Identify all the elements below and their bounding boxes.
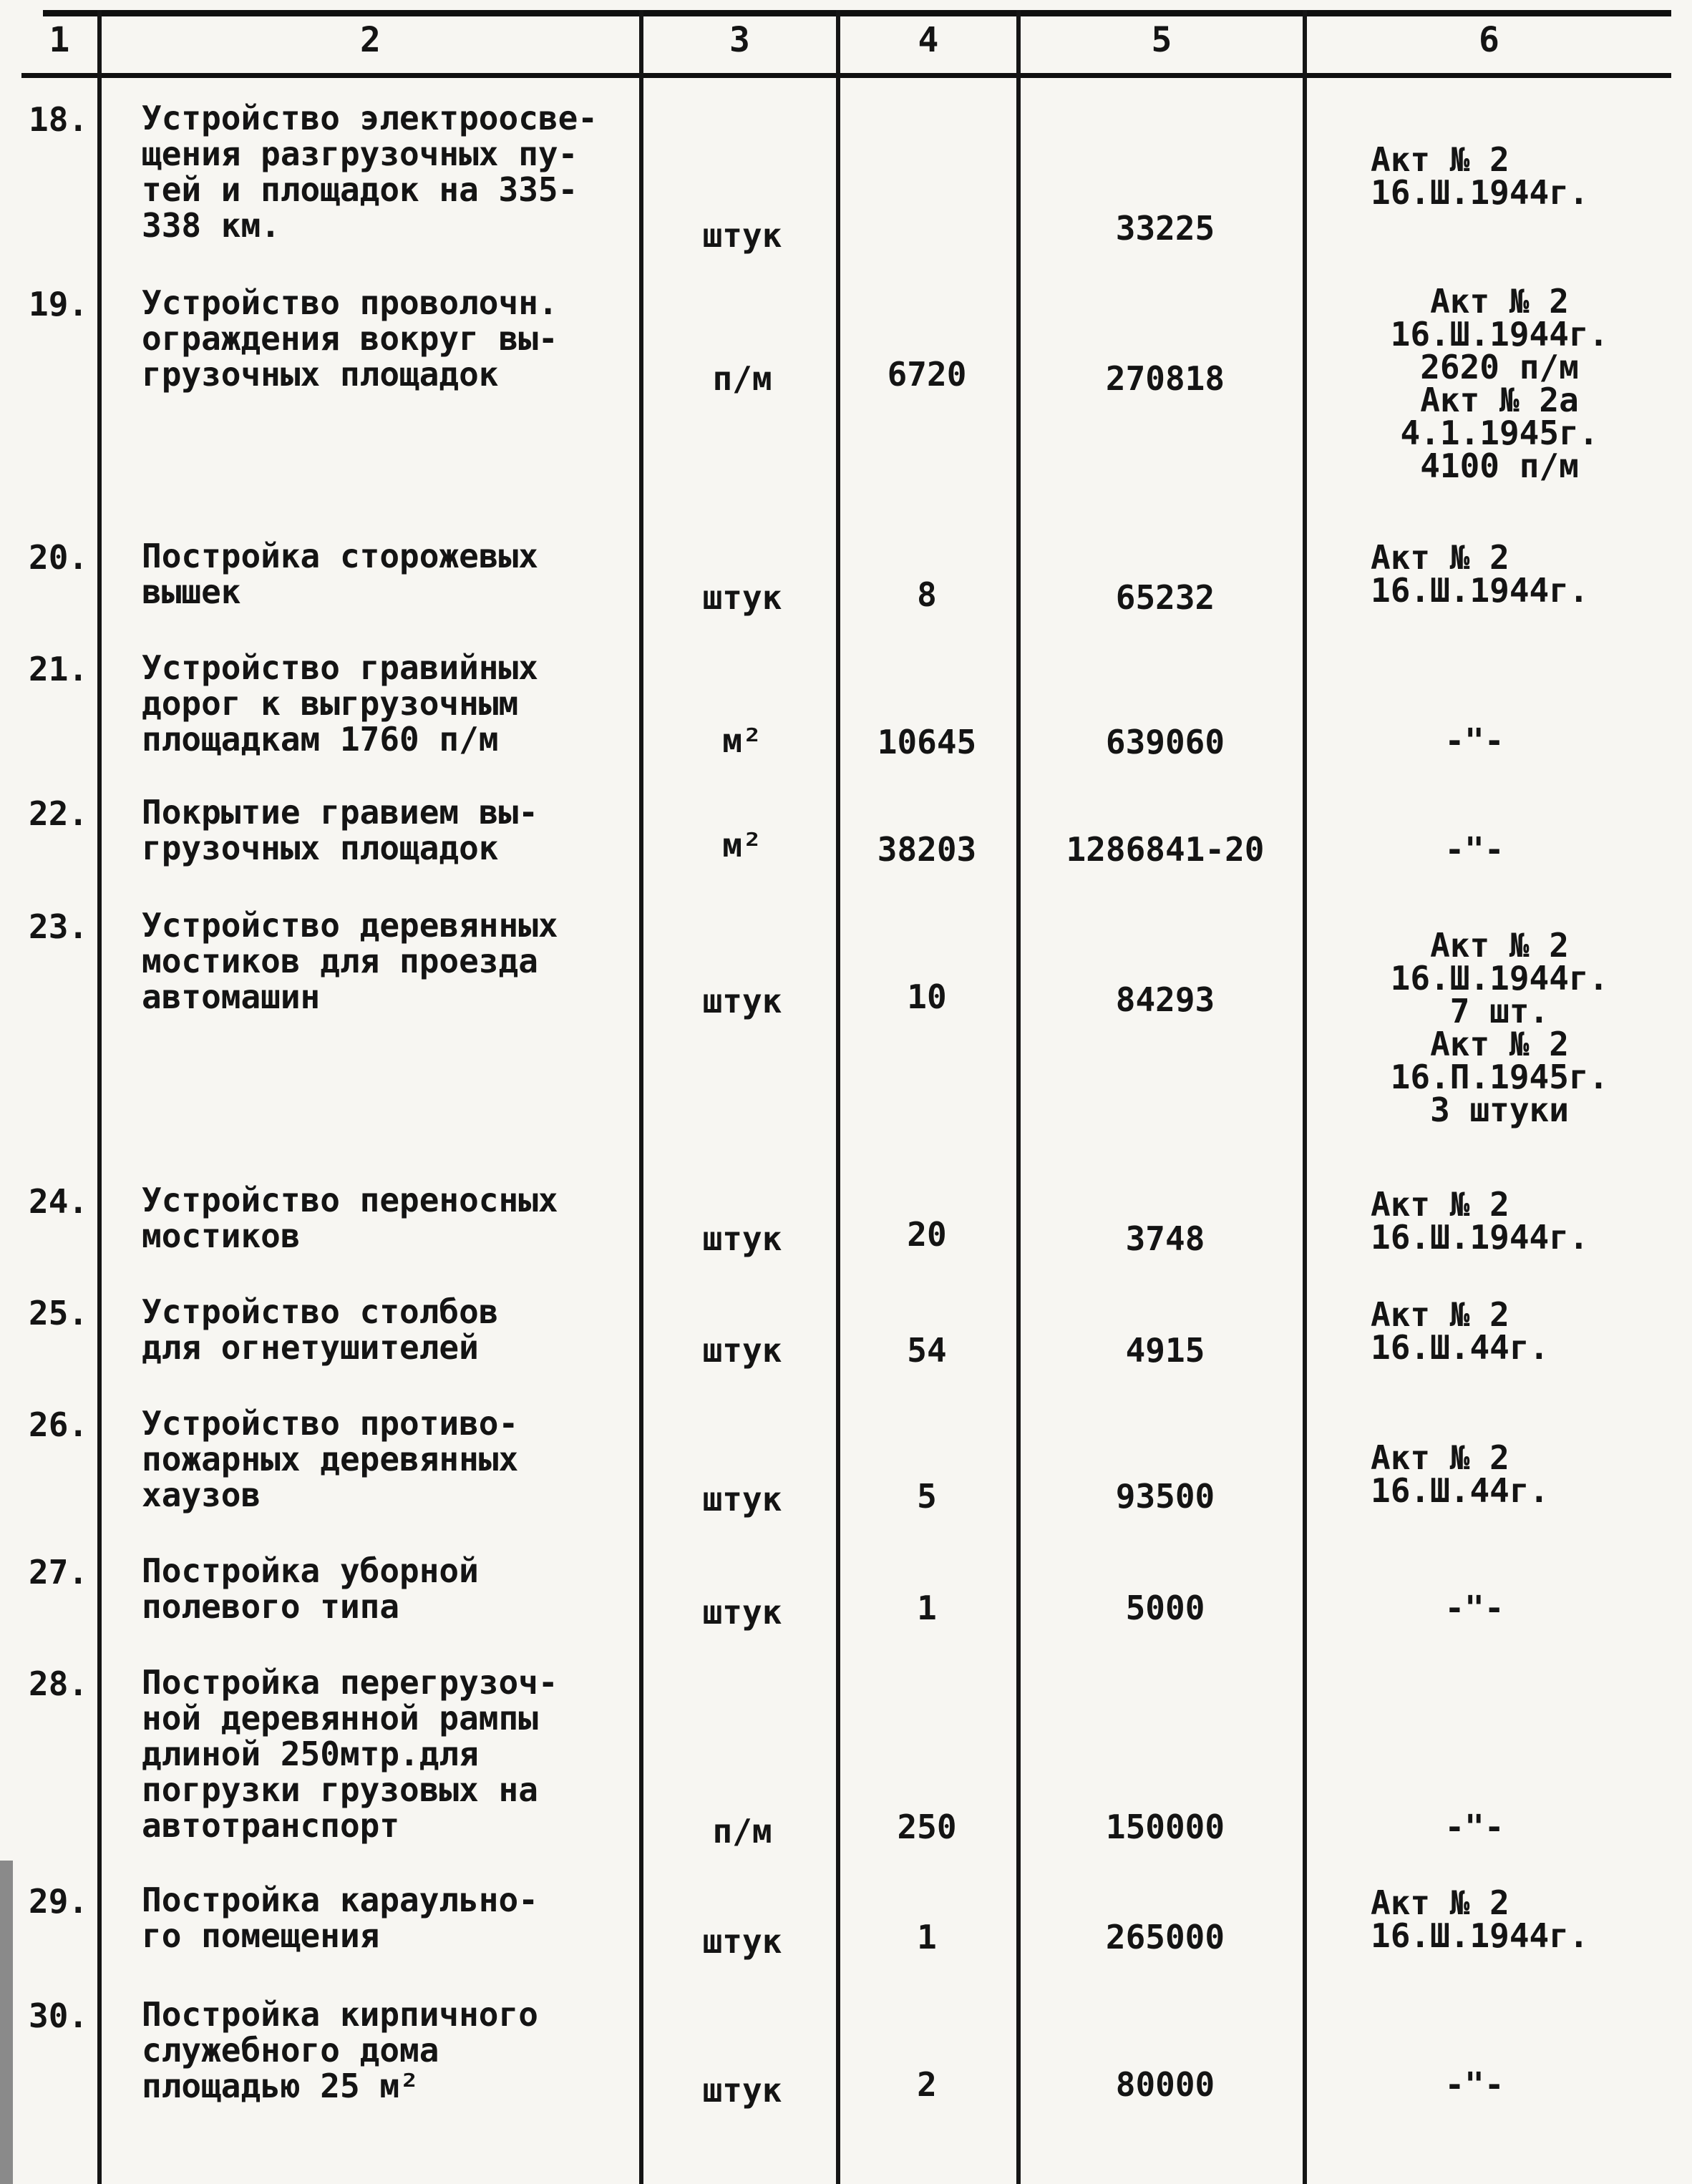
unit: штук — [702, 1593, 782, 1632]
row-number: 22. — [29, 794, 89, 833]
top-rule — [43, 10, 1671, 16]
unit: м² — [722, 826, 762, 864]
ditto-mark: -"- — [1444, 830, 1504, 869]
cost: 33225 — [1115, 209, 1215, 248]
reference: Акт № 2 16.Ш.1944г. — [1371, 1185, 1589, 1257]
work-description: Устройство столбов для огнетушителей — [142, 1292, 499, 1367]
row-number: 26. — [29, 1405, 89, 1444]
cost: 5000 — [1125, 1589, 1205, 1627]
quantity: 5 — [917, 1477, 937, 1516]
quantity: 2 — [917, 2065, 937, 2104]
column-divider — [1303, 10, 1307, 2184]
row-number: 24. — [29, 1182, 89, 1221]
ditto-mark: -"- — [1444, 2065, 1504, 2104]
ditto-mark: -"- — [1444, 1589, 1504, 1627]
quantity: 1 — [917, 1589, 937, 1627]
unit: штук — [702, 1480, 782, 1518]
unit: штук — [702, 1331, 782, 1370]
scan-edge-shadow — [0, 1861, 13, 2184]
ditto-mark: -"- — [1444, 1808, 1504, 1846]
reference: Акт № 2 16.Ш.1944г. 7 шт. Акт № 2 16.П.1945г. 3 штуки — [1390, 926, 1609, 1129]
reference: Акт № 2 16.Ш.44г. — [1371, 1438, 1550, 1510]
work-description: Постройка караульно- го помещения — [142, 1881, 538, 1955]
column-divider — [836, 10, 840, 2184]
row-number: 25. — [29, 1294, 89, 1332]
quantity: 8 — [917, 575, 937, 614]
row-number: 27. — [29, 1553, 89, 1591]
work-description: Постройка перегрузоч- ной деревянной рампы длиной 250мтр.для погрузки грузовых на автотранспорт — [142, 1663, 558, 1845]
row-number: 18. — [29, 100, 89, 139]
reference: Акт № 2 16.Ш.44г. — [1371, 1295, 1550, 1367]
unit: п/м — [712, 359, 772, 398]
row-number: 21. — [29, 650, 89, 688]
work-description: Постройка уборной полевого типа — [142, 1551, 479, 1626]
cost: 270818 — [1105, 359, 1225, 398]
cost: 4915 — [1125, 1331, 1205, 1370]
column-divider — [97, 10, 102, 2184]
reference: Акт № 2 16.Ш.1944г. — [1371, 1883, 1589, 1955]
quantity: 54 — [907, 1331, 947, 1370]
unit: штук — [702, 578, 782, 617]
quantity: 250 — [897, 1808, 957, 1846]
work-description: Покрытие гравием вы- грузочных площадок — [142, 793, 538, 867]
row-number: 29. — [29, 1882, 89, 1921]
reference: Акт № 2 16.Ш.1944г. — [1371, 538, 1589, 610]
quantity: 38203 — [877, 830, 977, 869]
unit: м² — [722, 721, 762, 760]
work-description: Постройка кирпичного служебного дома площадью 25 м² — [142, 1995, 538, 2105]
header-rule — [21, 73, 1671, 78]
cost: 1286841-20 — [1066, 830, 1265, 869]
work-description: Устройство деревянных мостиков для проезда автомашин — [142, 906, 558, 1016]
unit: штук — [702, 1219, 782, 1258]
column-header-2: 2 — [360, 20, 381, 60]
cost: 639060 — [1105, 723, 1225, 761]
row-number: 30. — [29, 1997, 89, 2035]
unit: штук — [702, 2071, 782, 2110]
row-number: 19. — [29, 285, 89, 323]
quantity: 1 — [917, 1918, 937, 1956]
row-number: 28. — [29, 1664, 89, 1703]
column-header-1: 1 — [49, 20, 70, 60]
unit: штук — [702, 1922, 782, 1961]
quantity: 10645 — [877, 723, 977, 761]
cost: 3748 — [1125, 1219, 1205, 1258]
cost: 65232 — [1115, 578, 1215, 617]
reference: Акт № 2 16.Ш.1944г. — [1371, 140, 1589, 212]
work-description: Устройство противо- пожарных деревянных хаузов — [142, 1404, 519, 1514]
column-header-4: 4 — [918, 20, 939, 60]
unit: штук — [702, 216, 782, 255]
cost: 265000 — [1105, 1918, 1225, 1956]
column-header-6: 6 — [1479, 20, 1499, 60]
quantity: 10 — [907, 978, 947, 1016]
work-description: Постройка сторожевых вышек — [142, 537, 538, 611]
reference: Акт № 2 16.Ш.1944г. 2620 п/м Акт № 2а 4.1.1945г. 4100 п/м — [1390, 282, 1609, 485]
row-number: 23. — [29, 907, 89, 946]
unit: п/м — [712, 1812, 772, 1851]
work-description: Устройство переносных мостиков — [142, 1181, 558, 1255]
unit: штук — [702, 982, 782, 1020]
quantity: 6720 — [887, 355, 967, 394]
cost: 80000 — [1115, 2065, 1215, 2104]
work-description: Устройство электроосве- щения разгрузочных пу- тей и площадок на 335- 338 км. — [142, 99, 598, 245]
quantity: 20 — [907, 1215, 947, 1254]
cost: 93500 — [1115, 1477, 1215, 1516]
column-divider — [1016, 10, 1021, 2184]
column-header-3: 3 — [729, 20, 750, 60]
row-number: 20. — [29, 538, 89, 577]
column-header-5: 5 — [1151, 20, 1172, 60]
work-description: Устройство гравийных дорог к выгрузочным площадкам 1760 п/м — [142, 648, 538, 759]
cost: 84293 — [1115, 980, 1215, 1019]
ditto-mark: -"- — [1444, 721, 1504, 760]
work-description: Устройство проволочн. ограждения вокруг вы- грузочных площадок — [142, 283, 558, 394]
cost: 150000 — [1105, 1808, 1225, 1846]
